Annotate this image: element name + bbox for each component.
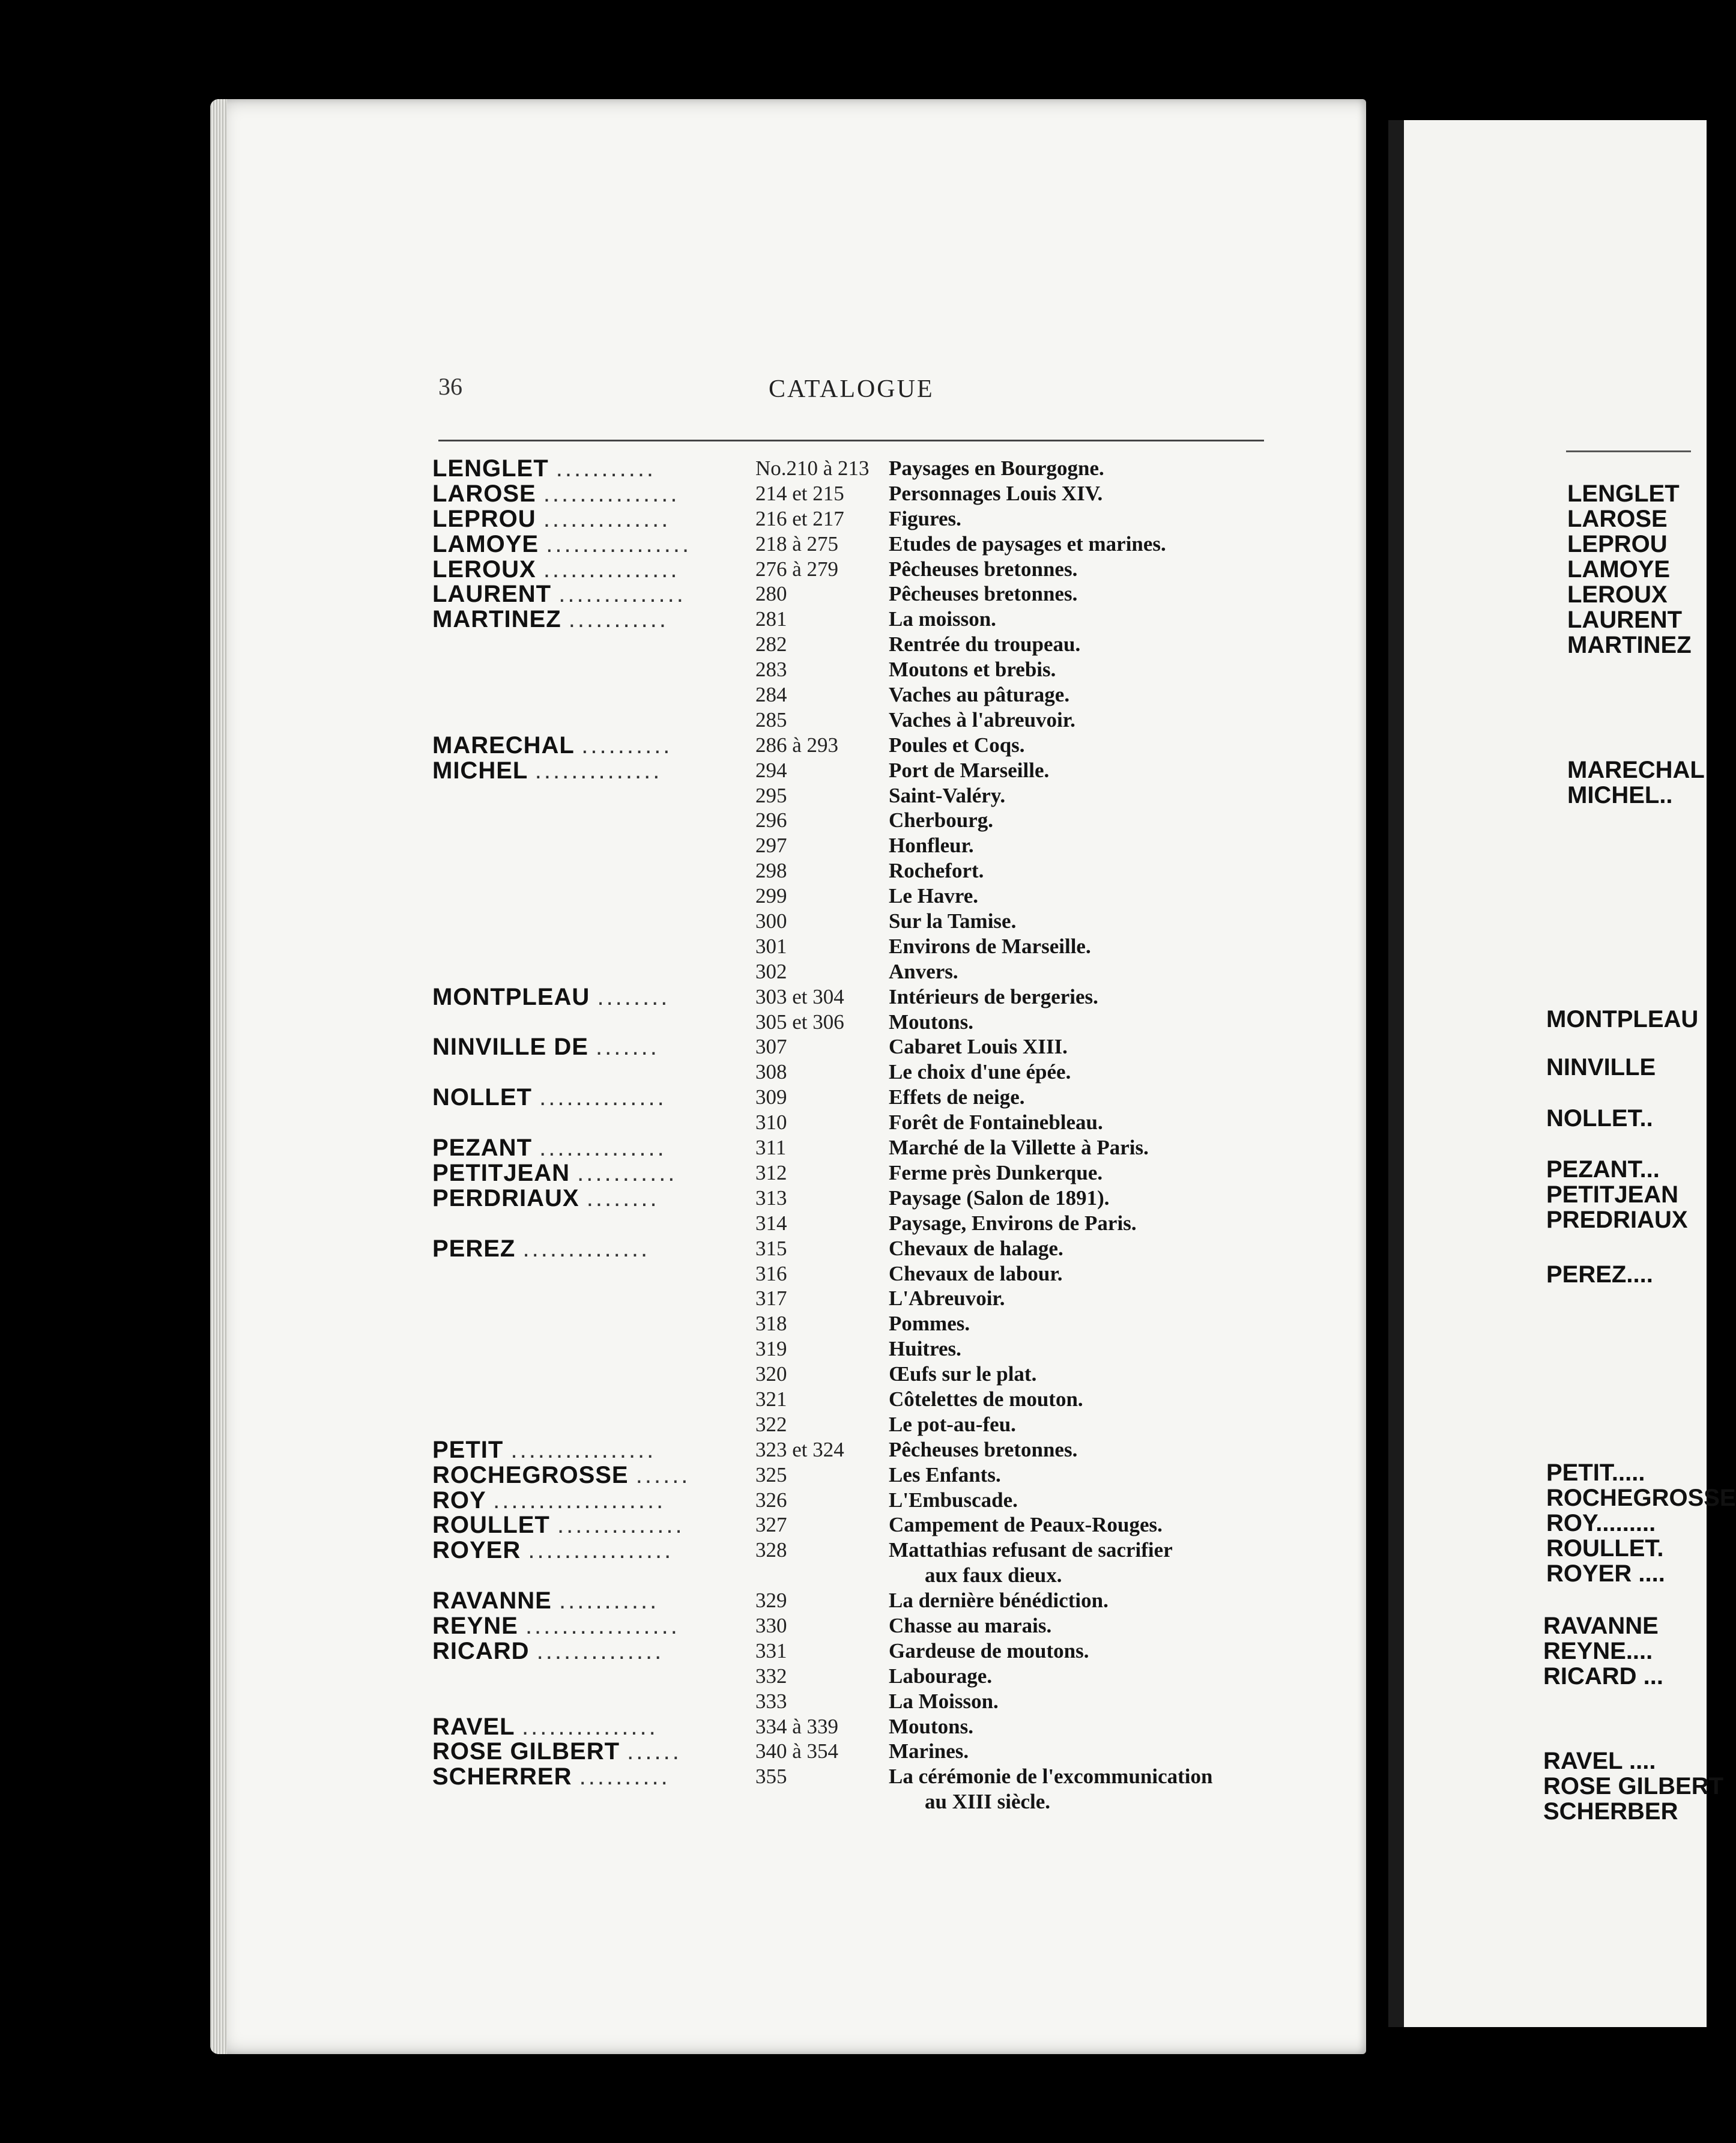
catalogue-number: 297 <box>755 834 787 858</box>
catalogue-entries <box>396 455 1309 1814</box>
artwork-title: L'Embuscade. <box>889 1488 1018 1512</box>
catalogue-number: 303 et 304 <box>755 984 844 1008</box>
catalogue-entry <box>396 480 1309 506</box>
catalogue-number: 282 <box>755 632 787 656</box>
artist-name <box>432 1638 805 1665</box>
artwork-title: Cabaret Louis XIII. <box>889 1035 1068 1059</box>
artwork-title: Labourage. <box>889 1664 993 1688</box>
artist-label: LENGLET <box>432 455 549 482</box>
catalogue-number: 320 <box>755 1362 787 1386</box>
artist-name <box>432 1034 805 1061</box>
dot-leader: ................... <box>493 1487 666 1514</box>
artwork-title: aux faux dieux. <box>925 1563 1062 1587</box>
artwork-title: La dernière bénédiction. <box>889 1589 1108 1613</box>
artist-name <box>432 606 805 633</box>
artwork-title: L'Abreuvoir. <box>889 1287 1005 1311</box>
artwork-title: Le choix d'une épée. <box>889 1060 1071 1084</box>
artwork-title: Poules et Coqs. <box>889 733 1025 757</box>
right-page-artist: NOLLET.. <box>1546 1105 1653 1132</box>
artist-label: ROY <box>432 1487 486 1514</box>
catalogue-number: No.210 à 213 <box>755 456 870 480</box>
artwork-title: Personnages Louis XIV. <box>889 481 1103 505</box>
catalogue-entry <box>396 455 1309 480</box>
right-page-artist: PEREZ.... <box>1546 1261 1653 1288</box>
catalogue-number: 319 <box>755 1337 787 1361</box>
artist-label: MARECHAL <box>432 732 575 759</box>
artist-name <box>432 1537 805 1564</box>
catalogue-entry <box>396 783 1309 808</box>
artwork-title: Effets de neige. <box>889 1085 1025 1109</box>
artwork-title: Environs de Marseille. <box>889 934 1091 958</box>
artwork-title: Pommes. <box>889 1312 970 1336</box>
catalogue-number: 322 <box>755 1412 787 1436</box>
catalogue-number: 315 <box>755 1236 787 1260</box>
artwork-title: Port de Marseille. <box>889 758 1050 782</box>
catalogue-number: 294 <box>755 758 787 782</box>
artwork-title: La Moisson. <box>889 1689 999 1713</box>
artist-label: PEZANT <box>432 1135 532 1162</box>
catalogue-entry <box>396 1763 1309 1789</box>
right-page-artist: LEROUX <box>1567 581 1668 608</box>
catalogue-number: 316 <box>755 1261 787 1285</box>
artist-label: LEPROU <box>432 505 536 532</box>
catalogue-number: 305 et 306 <box>755 1010 844 1034</box>
catalogue-number: 326 <box>755 1488 787 1512</box>
artist-name <box>432 455 805 482</box>
catalogue-entry <box>396 858 1309 883</box>
artist-name <box>432 984 805 1011</box>
right-page-entries <box>1525 480 1736 1832</box>
artist-label: ROSE GILBERT <box>432 1738 620 1765</box>
artist-name <box>432 1135 805 1162</box>
dot-leader: ...... <box>627 1738 682 1765</box>
dot-leader: ............... <box>543 556 680 583</box>
right-page-artist: ROYER .... <box>1546 1560 1665 1587</box>
catalogue-number: 329 <box>755 1589 787 1613</box>
artist-label: ROYER <box>432 1537 521 1564</box>
right-page-artist: PREDRIAUX <box>1546 1207 1688 1233</box>
catalogue-number: 307 <box>755 1035 787 1059</box>
artist-label: PERDRIAUX <box>432 1184 579 1211</box>
catalogue-entry <box>396 707 1309 732</box>
artist-name <box>432 1462 805 1489</box>
artist-label: NOLLET <box>432 1084 532 1111</box>
catalogue-number: 285 <box>755 708 787 732</box>
artist-name <box>432 531 805 558</box>
artwork-title: Saint-Valéry. <box>889 783 1006 807</box>
right-page-rule <box>1566 450 1691 452</box>
catalogue-entry <box>396 1109 1309 1135</box>
artist-name <box>432 1160 805 1187</box>
page-header <box>438 372 1267 408</box>
catalogue-entry <box>396 1261 1309 1286</box>
catalogue-entry <box>396 1411 1309 1437</box>
catalogue-number: 300 <box>755 909 787 933</box>
catalogue-entry <box>396 1034 1309 1059</box>
dot-leader: ............... <box>543 480 680 507</box>
header-rule <box>438 440 1264 441</box>
catalogue-entry <box>396 1487 1309 1512</box>
right-page-artist: MONTPLEAU <box>1546 1006 1699 1032</box>
catalogue-entry <box>396 1714 1309 1739</box>
catalogue-number: 281 <box>755 607 787 631</box>
artwork-title: Paysages en Bourgogne. <box>889 456 1104 480</box>
artwork-title: Chasse au marais. <box>889 1613 1052 1637</box>
catalogue-number: 334 à 339 <box>755 1714 839 1738</box>
artist-label: LAURENT <box>432 581 552 608</box>
artist-name <box>432 1587 805 1614</box>
dot-leader: ............... <box>522 1713 658 1740</box>
artwork-title: Rochefort. <box>889 859 984 883</box>
artwork-title: Côtelettes de mouton. <box>889 1387 1083 1411</box>
dot-leader: .............. <box>539 1084 667 1111</box>
catalogue-number: 296 <box>755 808 787 832</box>
catalogue-number: 317 <box>755 1287 787 1311</box>
artwork-title: Forêt de Fontainebleau. <box>889 1111 1103 1135</box>
artist-name <box>432 757 805 784</box>
artwork-title: Pêcheuses bretonnes. <box>889 557 1078 581</box>
catalogue-entry <box>396 1613 1309 1638</box>
dot-leader: ....... <box>596 1034 659 1061</box>
artwork-title: Campement de Peaux-Rouges. <box>889 1513 1163 1537</box>
catalogue-entry <box>396 1336 1309 1361</box>
artist-label: LEROUX <box>432 556 536 583</box>
artwork-title: Paysage (Salon de 1891). <box>889 1186 1110 1210</box>
artwork-title: Chevaux de labour. <box>889 1261 1063 1285</box>
right-page-artist: LAROSE <box>1567 506 1668 532</box>
artwork-title: Ferme près Dunkerque. <box>889 1160 1103 1184</box>
artist-label: ROCHEGROSSE <box>432 1461 629 1488</box>
catalogue-entry <box>396 581 1309 606</box>
catalogue-number: 301 <box>755 934 787 958</box>
artwork-title: Œufs sur le plat. <box>889 1362 1037 1386</box>
catalogue-entry <box>396 656 1309 682</box>
right-page-artist: PETITJEAN <box>1546 1181 1679 1208</box>
artwork-title: La moisson. <box>889 607 996 631</box>
catalogue-entry <box>396 757 1309 783</box>
catalogue-number: 299 <box>755 884 787 908</box>
catalogue-number: 310 <box>755 1111 787 1135</box>
dot-leader: .............. <box>539 1135 667 1162</box>
right-page-artist: ROULLET. <box>1546 1535 1664 1562</box>
right-page-artist: PEZANT... <box>1546 1156 1660 1183</box>
catalogue-entry <box>396 1361 1309 1386</box>
artwork-title: Vaches au pâturage. <box>889 683 1070 707</box>
artist-label: PEREZ <box>432 1235 516 1262</box>
catalogue-number: 312 <box>755 1160 787 1184</box>
dot-leader: .............. <box>557 1512 685 1539</box>
artist-label: NINVILLE DE <box>432 1034 588 1061</box>
artwork-title: Moutons. <box>889 1714 973 1738</box>
catalogue-entry <box>396 1462 1309 1487</box>
artist-label: PETIT <box>432 1436 504 1463</box>
right-page-artist: LENGLET <box>1567 480 1680 507</box>
artist-name <box>432 1613 805 1640</box>
artist-label: MARTINEZ <box>432 606 561 633</box>
dot-leader: ................ <box>510 1436 656 1463</box>
catalogue-number: 311 <box>755 1136 787 1160</box>
catalogue-number: 325 <box>755 1463 787 1487</box>
catalogue-entry <box>396 1738 1309 1763</box>
catalogue-number: 302 <box>755 959 787 983</box>
artwork-title: Moutons et brebis. <box>889 658 1056 682</box>
artwork-title: Pêcheuses bretonnes. <box>889 582 1078 606</box>
catalogue-entry <box>396 1084 1309 1109</box>
dot-leader: ...... <box>635 1461 691 1488</box>
artwork-title: Chevaux de halage. <box>889 1236 1063 1260</box>
catalogue-number: 318 <box>755 1312 787 1336</box>
catalogue-number: 284 <box>755 683 787 707</box>
artwork-title: Marché de la Villette à Paris. <box>889 1136 1149 1160</box>
artwork-title: Gardeuse de moutons. <box>889 1638 1089 1663</box>
artist-name <box>432 1084 805 1111</box>
catalogue-number: 280 <box>755 582 787 606</box>
right-page-artist: MICHEL.. <box>1567 782 1673 808</box>
right-page-artist: RAVANNE <box>1543 1613 1659 1639</box>
catalogue-number: 286 à 293 <box>755 733 839 757</box>
artwork-title: Honfleur. <box>889 834 974 858</box>
artwork-title: Intérieurs de bergeries. <box>889 984 1098 1008</box>
catalogue-number: 313 <box>755 1186 787 1210</box>
dot-leader: .............. <box>536 1637 664 1664</box>
artist-name <box>432 1437 805 1464</box>
artwork-title: Sur la Tamise. <box>889 909 1017 933</box>
catalogue-entry <box>396 1185 1309 1210</box>
dot-leader: .............. <box>543 505 671 532</box>
catalogue-entry <box>396 506 1309 531</box>
right-page-artist: ROY......... <box>1546 1510 1656 1536</box>
artist-name <box>432 1512 805 1539</box>
catalogue-entry <box>396 1386 1309 1411</box>
dot-leader: ................ <box>528 1537 674 1564</box>
dot-leader: ........ <box>597 983 670 1010</box>
artist-name <box>432 581 805 608</box>
dot-leader: .............. <box>534 757 662 784</box>
artwork-title: La cérémonie de l'excommunication <box>889 1765 1213 1789</box>
catalogue-entry <box>396 883 1309 908</box>
artist-name <box>432 1185 805 1212</box>
catalogue-entry <box>396 1059 1309 1084</box>
artist-name <box>432 1235 805 1262</box>
artwork-title: Huitres. <box>889 1337 961 1361</box>
catalogue-number: 327 <box>755 1513 787 1537</box>
right-page-artist: RAVEL .... <box>1543 1748 1656 1774</box>
catalogue-entry <box>396 832 1309 858</box>
artist-name <box>432 506 805 533</box>
catalogue-entry <box>396 606 1309 631</box>
artwork-title: Etudes de paysages et marines. <box>889 532 1166 556</box>
catalogue-number: 328 <box>755 1538 787 1562</box>
artist-name <box>432 1714 805 1741</box>
artist-label: MONTPLEAU <box>432 983 590 1010</box>
catalogue-entry <box>396 807 1309 832</box>
artist-name <box>432 1738 805 1765</box>
catalogue-entry <box>396 933 1309 959</box>
catalogue-entry <box>396 682 1309 707</box>
catalogue-number: 321 <box>755 1387 787 1411</box>
catalogue-entry <box>396 1437 1309 1462</box>
catalogue-entry <box>396 1587 1309 1613</box>
artist-name <box>432 732 805 759</box>
artist-label: LAROSE <box>432 480 536 507</box>
catalogue-entry <box>396 1235 1309 1261</box>
right-page-artist: REYNE.... <box>1543 1638 1653 1664</box>
catalogue-entry <box>396 531 1309 556</box>
right-page-artist: NINVILLE <box>1546 1054 1656 1081</box>
catalogue-number: 218 à 275 <box>755 532 839 556</box>
right-page-artist: PETIT..... <box>1546 1459 1645 1486</box>
artist-label: PETITJEAN <box>432 1159 570 1186</box>
catalogue-entry <box>396 1160 1309 1185</box>
catalogue-entry <box>396 1688 1309 1714</box>
catalogue-number: 332 <box>755 1664 787 1688</box>
artist-label: ROULLET <box>432 1512 550 1539</box>
catalogue-entry <box>396 908 1309 933</box>
catalogue-entry <box>396 1789 1309 1814</box>
catalogue-entry <box>396 556 1309 581</box>
dot-leader: ................ <box>546 530 692 557</box>
running-head: CATALOGUE <box>769 375 934 403</box>
catalogue-entry <box>396 1663 1309 1688</box>
right-page-artist: LEPROU <box>1567 531 1668 557</box>
catalogue-entry <box>396 1512 1309 1537</box>
catalogue-entry <box>396 1210 1309 1235</box>
catalogue-entry <box>396 959 1309 984</box>
artist-label: REYNE <box>432 1612 518 1639</box>
right-page-artist: LAURENT <box>1567 607 1683 633</box>
catalogue-number: 295 <box>755 783 787 807</box>
dot-leader: ................. <box>525 1612 680 1639</box>
artwork-title: Marines. <box>889 1739 969 1763</box>
dot-leader: ........... <box>555 455 656 482</box>
artwork-title: Cherbourg. <box>889 808 994 832</box>
artist-name <box>432 556 805 583</box>
right-page-artist: ROCHEGROSSE <box>1546 1485 1736 1511</box>
catalogue-number: 276 à 279 <box>755 557 839 581</box>
catalogue-number: 330 <box>755 1613 787 1637</box>
artist-label: MICHEL <box>432 757 528 784</box>
dot-leader: ........... <box>577 1159 677 1186</box>
catalogue-number: 283 <box>755 658 787 682</box>
dot-leader: .............. <box>522 1235 650 1262</box>
catalogue-number: 314 <box>755 1211 787 1235</box>
catalogue-entry <box>396 631 1309 656</box>
catalogue-entry <box>396 1285 1309 1311</box>
catalogue-entry <box>396 1638 1309 1663</box>
artist-label: RICARD <box>432 1637 530 1664</box>
catalogue-number: 331 <box>755 1638 787 1663</box>
artist-label: LAMOYE <box>432 530 539 557</box>
artist-name <box>432 480 805 508</box>
right-page-artist: MARTINEZ <box>1567 632 1692 658</box>
artwork-title: Les Enfants. <box>889 1463 1001 1487</box>
catalogue-entry <box>396 732 1309 757</box>
catalogue-entry <box>396 1562 1309 1587</box>
catalogue-number: 333 <box>755 1689 787 1713</box>
catalogue-number: 355 <box>755 1765 787 1789</box>
right-page-artist: RICARD ... <box>1543 1663 1663 1690</box>
right-page-artist: ROSE GILBERT <box>1543 1773 1724 1799</box>
catalogue-number: 340 à 354 <box>755 1739 839 1763</box>
artist-label: RAVANNE <box>432 1587 552 1614</box>
artwork-title: Figures. <box>889 506 961 530</box>
catalogue-number: 298 <box>755 859 787 883</box>
catalogue-number: 216 et 217 <box>755 506 844 530</box>
dot-leader: .......... <box>581 732 673 759</box>
catalogue-entry <box>396 1009 1309 1034</box>
catalogue-number: 214 et 215 <box>755 481 844 505</box>
dot-leader: .......... <box>579 1763 670 1790</box>
right-page-artist: MARECHAL <box>1567 757 1705 783</box>
artwork-title: Le Havre. <box>889 884 979 908</box>
artist-label: SCHERRER <box>432 1763 572 1790</box>
artist-name <box>432 1763 805 1790</box>
catalogue-entry <box>396 1135 1309 1160</box>
artwork-title: Paysage, Environs de Paris. <box>889 1211 1137 1235</box>
dot-leader: .............. <box>558 581 686 608</box>
page-number: 36 <box>438 373 462 400</box>
artwork-title: Vaches à l'abreuvoir. <box>889 708 1075 732</box>
catalogue-number: 309 <box>755 1085 787 1109</box>
artist-label: RAVEL <box>432 1713 515 1740</box>
right-page-artist: SCHERBER <box>1543 1798 1678 1825</box>
artwork-title: Le pot-au-feu. <box>889 1412 1016 1436</box>
artist-name <box>432 1487 805 1514</box>
catalogue-entry <box>396 1311 1309 1336</box>
catalogue-number: 323 et 324 <box>755 1437 844 1461</box>
artwork-title: Pêcheuses bretonnes. <box>889 1437 1078 1461</box>
dot-leader: ........... <box>558 1587 659 1614</box>
catalogue-entry <box>396 1537 1309 1562</box>
artwork-title: Moutons. <box>889 1010 973 1034</box>
dot-leader: ........ <box>586 1184 659 1211</box>
artwork-title: au XIII siècle. <box>925 1790 1051 1814</box>
artwork-title: Rentrée du troupeau. <box>889 632 1081 656</box>
artwork-title: Mattathias refusant de sacrifier <box>889 1538 1173 1562</box>
dot-leader: ........... <box>568 606 669 633</box>
catalogue-entry <box>396 984 1309 1009</box>
catalogue-number: 308 <box>755 1060 787 1084</box>
artwork-title: Anvers. <box>889 959 958 983</box>
right-page-artist: LAMOYE <box>1567 556 1671 583</box>
